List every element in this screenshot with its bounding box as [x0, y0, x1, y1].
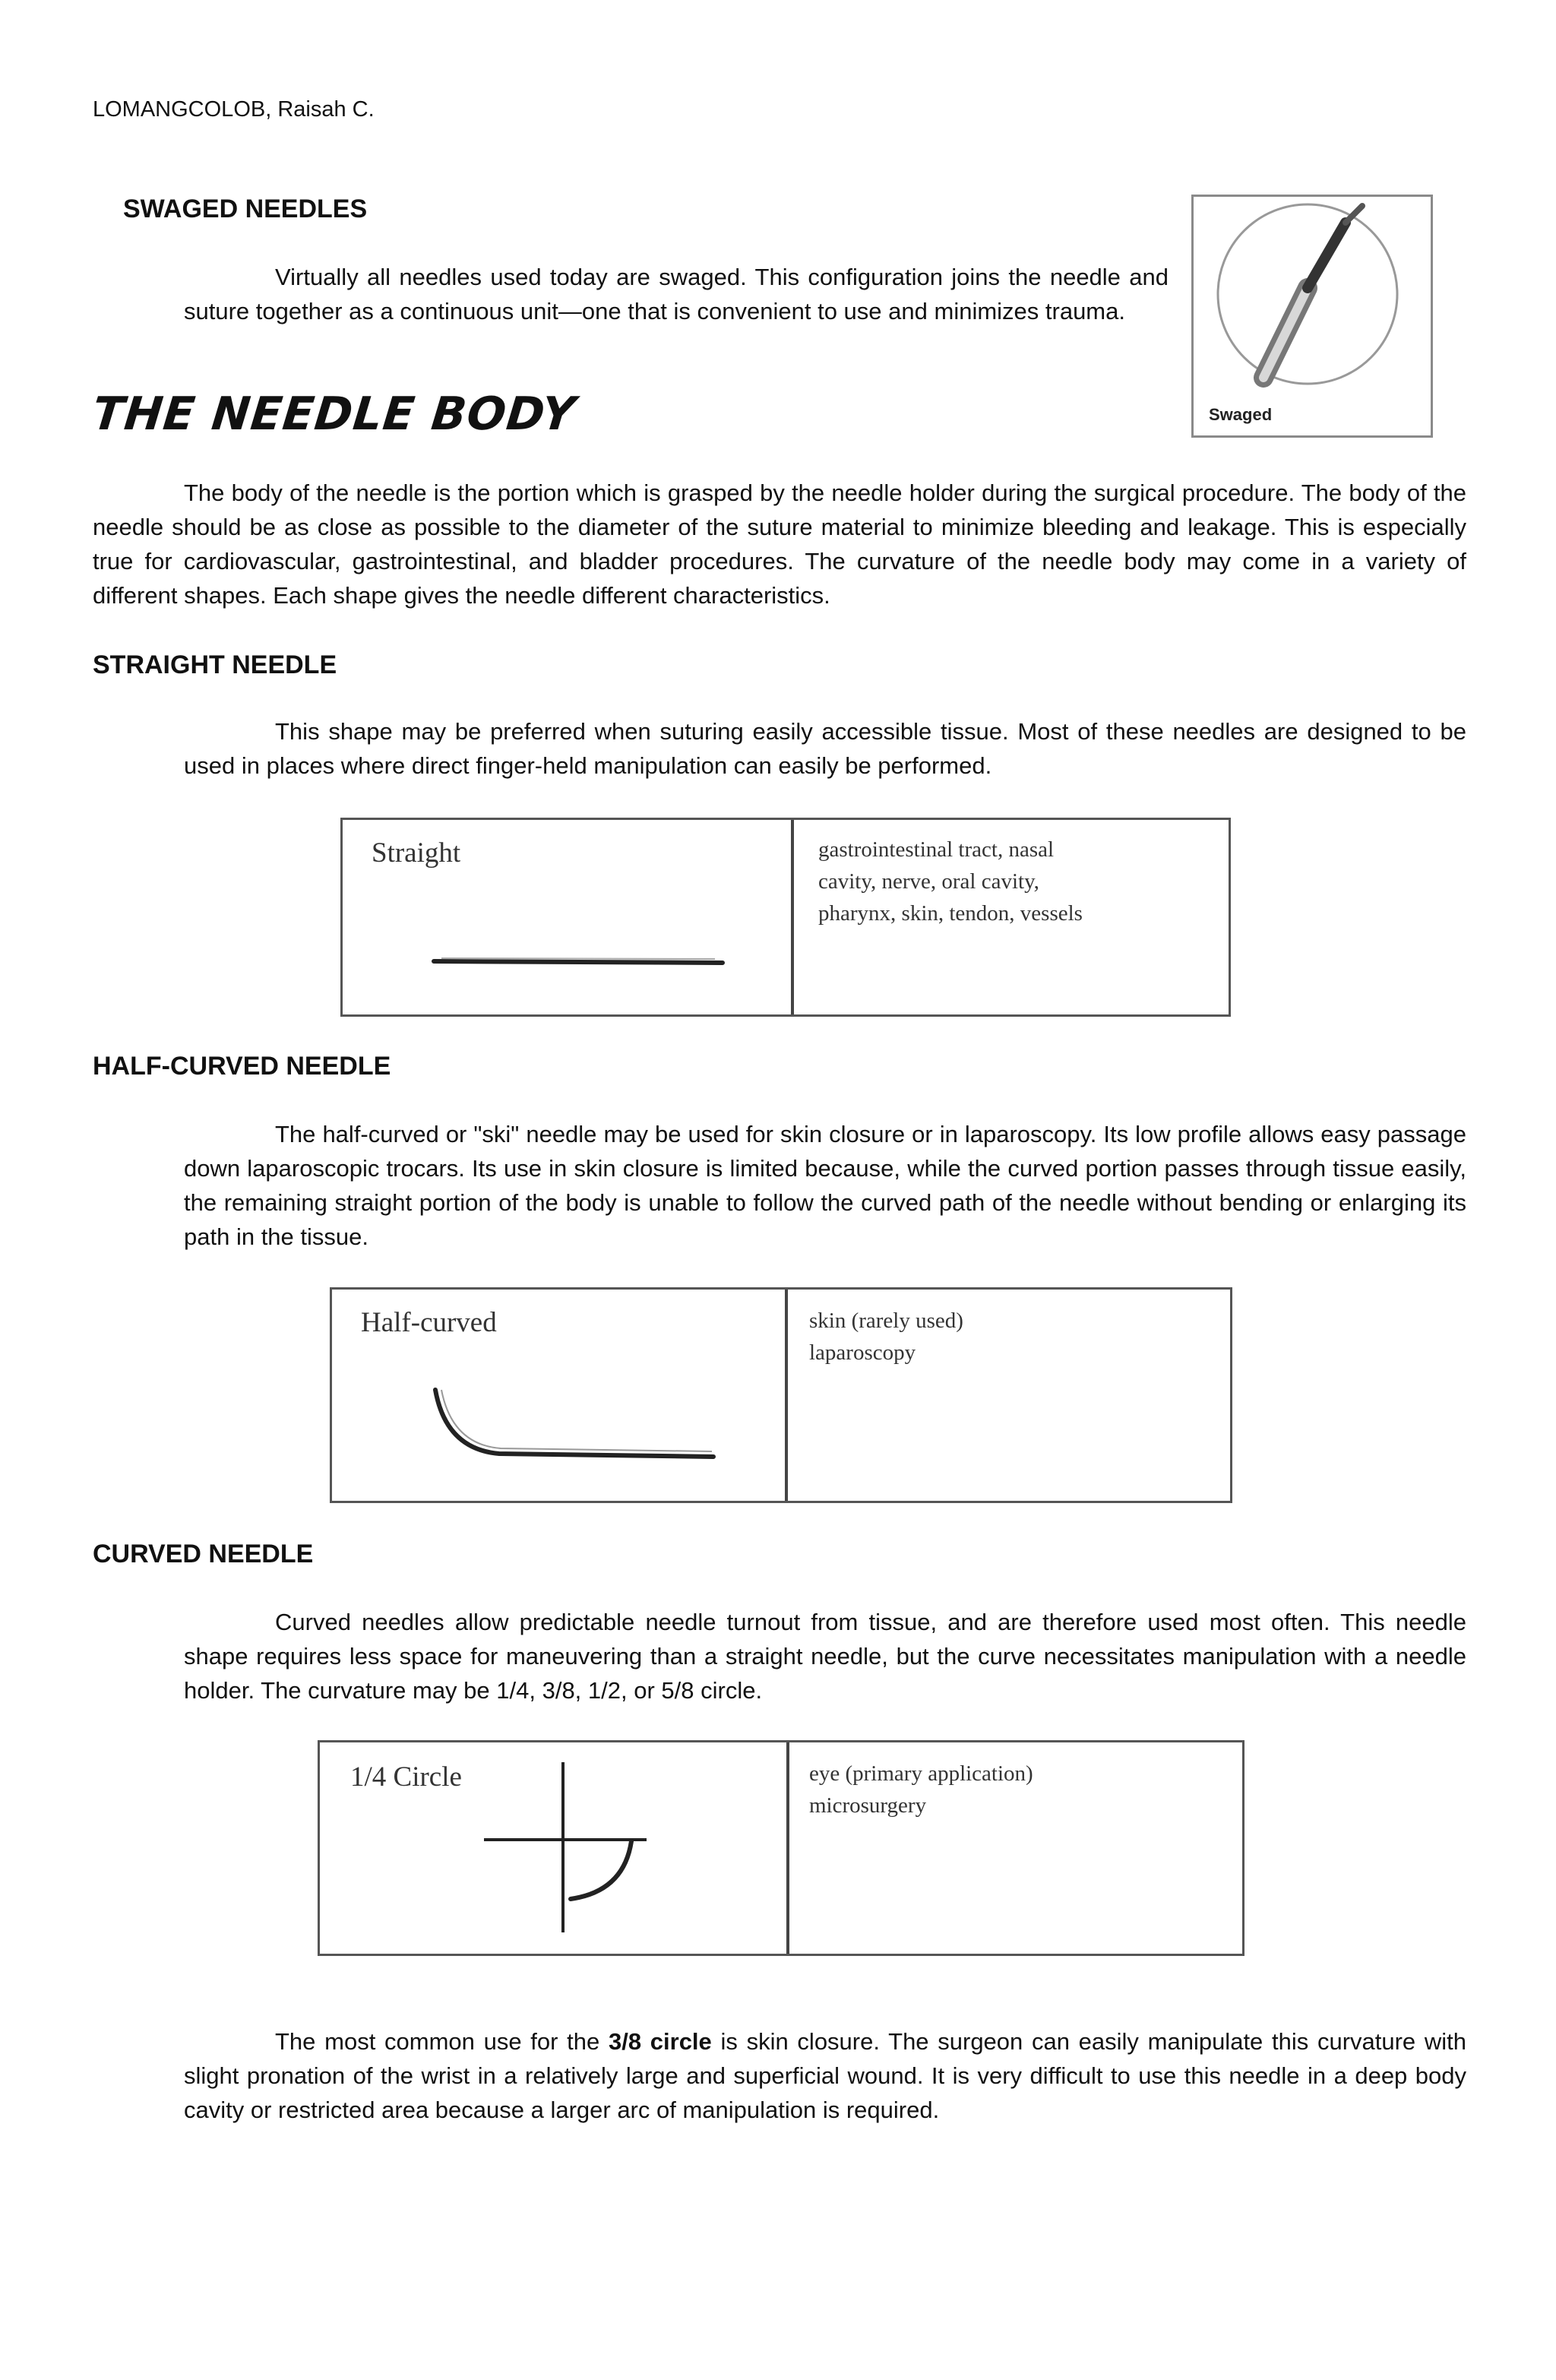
- half-curved-needle-shade: [441, 1390, 712, 1451]
- straight-text: This shape may be preferred when suturing easily accessible tissue. Most of these needles are designed to be used in places where direct finger-held manipulation can easily be performed.: [184, 718, 1466, 779]
- quarter-circle-figure-divider: [786, 1742, 789, 1954]
- half-curved-figure-table: [330, 1287, 1232, 1503]
- swaged-text: Virtually all needles used today are swaged. This configuration joins the needle and suture together as a continuous unit—one that is convenient to use and minimizes trauma.: [184, 264, 1169, 324]
- half-curved-paragraph: [184, 1117, 1466, 1254]
- three-eighths-text-before: The most common use for the: [275, 2028, 609, 2055]
- half-curved-text: The half-curved or "ski" needle may be used for skin closure or in laparoscopy. Its low profile allows easy passage down laparoscopic trocars. Its use in skin closure is limited because, while the curved portion passes through tissue easily, the remaining straight portion of the body is unable to follow the curved path of the needle without bending or enlarging its path in the tissue.: [184, 1121, 1466, 1250]
- half-curved-heading: HALF-CURVED NEEDLE: [93, 1052, 391, 1081]
- three-eighths-text: [184, 2024, 1466, 2127]
- quarter-circle-needle-drawing: [320, 1742, 786, 1954]
- three-eighths-text-after: is skin closure. The surgeon can easily manipulate this curvature with slight pronation of the wrist in a relatively large and superficial wound. It is very difficult to use this needle in a deep body cavity or restricted area because a larger arc of manipulation is required.: [184, 2028, 1467, 2123]
- curved-heading: CURVED NEEDLE: [93, 1540, 314, 1568]
- needle-body-paragraph: [93, 476, 1466, 612]
- quarter-circle-figure-uses: eye (primary application) microsurgery: [809, 1761, 1033, 1818]
- straight-needle-drawing: [343, 820, 791, 1014]
- straight-figure-label: Straight: [372, 837, 461, 869]
- three-eighths-paragraph: [184, 2024, 1466, 2127]
- straight-needle-line: [434, 961, 723, 963]
- quarter-circle-arc: [571, 1841, 631, 1899]
- swaged-needle-illustration: [1194, 197, 1431, 435]
- swaged-caption: Swaged: [1209, 405, 1273, 424]
- half-curved-figure-divider: [785, 1290, 788, 1501]
- straight-heading: STRAIGHT NEEDLE: [93, 650, 337, 679]
- quarter-circle-figure-label: 1/4 Circle: [350, 1761, 462, 1793]
- straight-figure-uses: gastrointestinal tract, nasal cavity, nerve, oral cavity, pharynx, skin, tendon, vessels: [818, 837, 1083, 926]
- half-curved-figure-uses: skin (rarely used) laparoscopy: [809, 1309, 963, 1365]
- straight-figure-table: [340, 818, 1231, 1017]
- author-name: LOMANGCOLOB, Raisah C.: [93, 97, 375, 122]
- swaged-figure: [1191, 195, 1433, 438]
- quarter-circle-figure-table: [318, 1740, 1244, 1956]
- half-curved-needle-line: [435, 1390, 713, 1457]
- three-eighths-bold-term: 3/8 circle: [608, 2028, 712, 2055]
- straight-needle-shade: [441, 958, 715, 959]
- swaged-heading: SWAGED NEEDLES: [123, 195, 368, 223]
- needle-body-title: THE NEEDLE BODY: [90, 388, 579, 441]
- half-curved-figure-label: Half-curved: [361, 1307, 497, 1338]
- straight-figure-divider: [791, 820, 794, 1014]
- needle-body-text: The body of the needle is the portion which is grasped by the needle holder during the surgical procedure. The body of the needle should be as close as possible to the diameter of the suture material to minimize bleeding and leakage. This is especially true for cardiovascular, gastrointestinal, and bladder procedures. The curvature of the needle body may come in a variety of different shapes. Each shape gives the needle different characteristics.: [93, 479, 1466, 609]
- curved-text: Curved needles allow predictable needle turnout from tissue, and are therefore used most often. This needle shape requires less space for maneuvering than a straight needle, but the curve necessitates manipulation with a needle holder. The curvature may be 1/4, 3/8, 1/2, or 5/8 circle.: [184, 1609, 1466, 1704]
- straight-paragraph: [184, 714, 1466, 783]
- swaged-paragraph: [184, 260, 1169, 328]
- curved-paragraph: [184, 1605, 1466, 1707]
- half-curved-needle-drawing: [332, 1290, 786, 1501]
